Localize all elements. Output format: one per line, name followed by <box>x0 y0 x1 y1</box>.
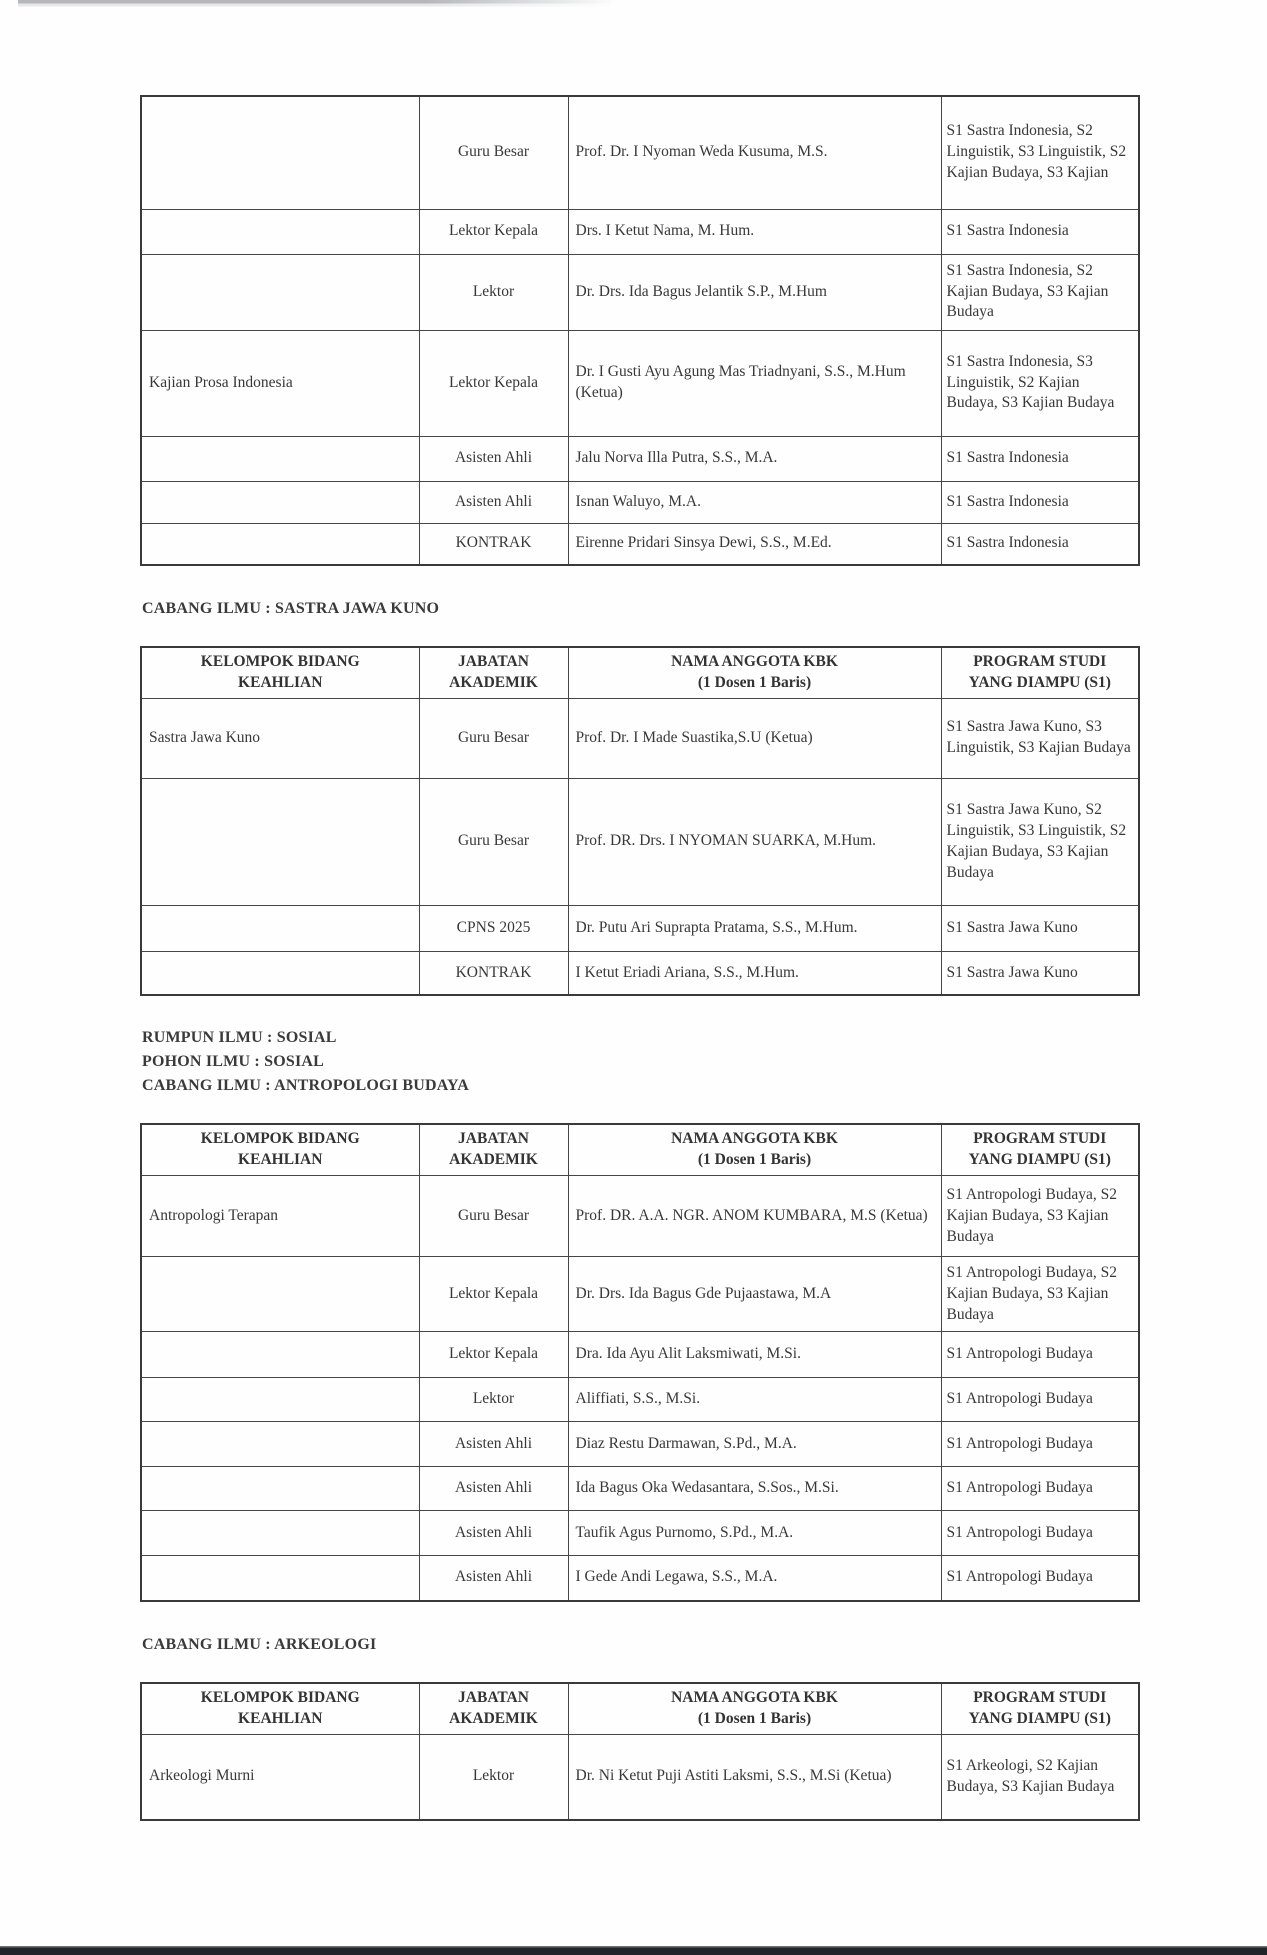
nama-cell: Prof. Dr. I Made Suastika,S.U (Ketua) <box>568 698 941 778</box>
jabatan-cell: Guru Besar <box>419 698 568 778</box>
table-row <box>141 905 1139 951</box>
jabatan-cell: Asisten Ahli <box>419 1511 568 1556</box>
keahlian-cell <box>141 905 419 951</box>
prodi-cell: S1 Sastra Jawa Kuno <box>941 951 1139 995</box>
table-sastra-indonesia <box>140 95 1140 566</box>
header-line: YANG DIAMPU (S1) <box>968 1151 1111 1169</box>
header-line: KELOMPOK BIDANG <box>200 653 360 670</box>
table-row <box>141 951 1139 995</box>
jabatan-cell: Asisten Ahli <box>419 1467 568 1511</box>
header-line: NAMA ANGGOTA KBK <box>671 1130 838 1148</box>
table-row <box>141 1556 1139 1601</box>
header-line: KEAHLIAN <box>238 673 323 691</box>
column-header-nama-anggota-kbk <box>568 1683 941 1734</box>
table-row <box>141 523 1139 565</box>
prodi-cell: S1 Sastra Indonesia <box>941 481 1139 523</box>
prodi-cell: S1 Sastra Indonesia <box>941 209 1139 254</box>
header-line: JABATAN <box>458 653 529 670</box>
column-header-kelompok-bidang-keahlian <box>141 1683 419 1734</box>
table-row <box>141 1257 1139 1332</box>
nama-cell: Dr. Drs. Ida Bagus Gde Pujaastawa, M.A <box>568 1257 941 1332</box>
section-heading-arkeologi: CABANG ILMU : ARKEOLOGI <box>142 1635 377 1653</box>
keahlian-cell <box>141 96 419 209</box>
keahlian-cell <box>141 523 419 565</box>
prodi-cell: S1 Sastra Indonesia, S3 Linguistik, S2 Kajian Budaya, S3 Kajian Budaya <box>941 330 1139 436</box>
jabatan-cell: Lektor <box>419 254 568 330</box>
column-header-jabatan-akademik <box>419 1124 568 1175</box>
table-row <box>141 96 1139 209</box>
table-sastra-jawa-kuno <box>140 646 1140 996</box>
nama-cell: Dr. I Gusti Ayu Agung Mas Triadnyani, S.S., M.Hum (Ketua) <box>568 330 941 436</box>
section-heading-antropologi-budaya: CABANG ILMU : ANTROPOLOGI BUDAYA <box>142 1077 470 1095</box>
keahlian-cell: Antropologi Terapan <box>141 1176 419 1257</box>
header-line: YANG DIAMPU (S1) <box>968 673 1111 691</box>
nama-cell: Taufik Agus Purnomo, S.Pd., M.A. <box>568 1511 941 1556</box>
prodi-cell: S1 Antropologi Budaya, S2 Kajian Budaya, S3 Kajian Budaya <box>941 1176 1139 1257</box>
header-line: KELOMPOK BIDANG <box>200 1688 360 1706</box>
jabatan-cell: Asisten Ahli <box>419 481 568 523</box>
jabatan-cell: Guru Besar <box>419 96 568 209</box>
jabatan-cell: Lektor <box>419 1734 568 1820</box>
header-line: AKADEMIK <box>449 673 538 691</box>
header-line: AKADEMIK <box>449 1151 538 1169</box>
table-row <box>141 436 1139 481</box>
nama-cell: Prof. DR. A.A. NGR. ANOM KUMBARA, M.S (Ketua) <box>568 1176 941 1257</box>
table-row <box>141 1176 1139 1257</box>
header-line: (1 Dosen 1 Baris) <box>697 673 812 691</box>
nama-cell: Ida Bagus Oka Wedasantara, S.Sos., M.Si. <box>568 1467 941 1511</box>
column-header-kelompok-bidang-keahlian <box>141 1124 419 1175</box>
jabatan-cell: CPNS 2025 <box>419 905 568 951</box>
jabatan-cell: Lektor Kepala <box>419 209 568 254</box>
jabatan-cell: Asisten Ahli <box>419 436 568 481</box>
column-header-kelompok-bidang-keahlian <box>141 647 419 698</box>
header-line: KEAHLIAN <box>238 1151 323 1169</box>
table-row <box>141 1422 1139 1467</box>
prodi-cell: S1 Sastra Indonesia <box>941 436 1139 481</box>
prodi-cell: S1 Antropologi Budaya, S2 Kajian Budaya, S3 Kajian Budaya <box>941 1257 1139 1332</box>
column-header-program-studi <box>941 647 1139 698</box>
nama-cell: Drs. I Ketut Nama, M. Hum. <box>568 209 941 254</box>
header-line: NAMA ANGGOTA KBK <box>671 653 838 670</box>
scan-artifact-bottom <box>0 1946 1267 1955</box>
keahlian-cell <box>141 436 419 481</box>
prodi-cell: S1 Sastra Jawa Kuno, S3 Linguistik, S3 Kajian Budaya <box>941 698 1139 778</box>
prodi-cell: S1 Sastra Jawa Kuno <box>941 905 1139 951</box>
column-header-program-studi <box>941 1683 1139 1734</box>
table-row <box>141 1332 1139 1378</box>
table-row <box>141 1467 1139 1511</box>
column-header-program-studi <box>941 1124 1139 1175</box>
nama-cell: Eirenne Pridari Sinsya Dewi, S.S., M.Ed. <box>568 523 941 565</box>
keahlian-cell <box>141 1257 419 1332</box>
table-row <box>141 1734 1139 1820</box>
header-line: PROGRAM STUDI <box>973 1688 1107 1706</box>
keahlian-cell <box>141 1467 419 1511</box>
jabatan-cell: Lektor Kepala <box>419 1332 568 1378</box>
section-heading-rumpun-ilmu: RUMPUN ILMU : SOSIAL <box>142 1029 337 1047</box>
table-header-row <box>141 1124 1139 1175</box>
header-line: AKADEMIK <box>449 1709 538 1727</box>
keahlian-cell <box>141 1556 419 1601</box>
jabatan-cell: Asisten Ahli <box>419 1422 568 1467</box>
prodi-cell: S1 Antropologi Budaya <box>941 1467 1139 1511</box>
jabatan-cell: Lektor Kepala <box>419 1257 568 1332</box>
section-heading-sastra-jawa-kuno: CABANG ILMU : SASTRA JAWA KUNO <box>142 600 440 617</box>
table-row <box>141 1378 1139 1422</box>
nama-cell: Diaz Restu Darmawan, S.Pd., M.A. <box>568 1422 941 1467</box>
keahlian-cell: Arkeologi Murni <box>141 1734 419 1820</box>
jabatan-cell: Lektor Kepala <box>419 330 568 436</box>
nama-cell: Prof. DR. Drs. I NYOMAN SUARKA, M.Hum. <box>568 778 941 905</box>
prodi-cell: S1 Sastra Jawa Kuno, S2 Linguistik, S3 Linguistik, S2 Kajian Budaya, S3 Kajian Budaya <box>941 778 1139 905</box>
prodi-cell: S1 Antropologi Budaya <box>941 1332 1139 1378</box>
prodi-cell: S1 Antropologi Budaya <box>941 1378 1139 1422</box>
table-antropologi-budaya <box>140 1123 1140 1601</box>
table-row <box>141 481 1139 523</box>
section-heading-pohon-ilmu: POHON ILMU : SOSIAL <box>142 1053 325 1071</box>
prodi-cell: S1 Antropologi Budaya <box>941 1511 1139 1556</box>
scan-artifact-top <box>18 0 618 9</box>
table-row <box>141 209 1139 254</box>
column-header-jabatan-akademik <box>419 647 568 698</box>
keahlian-cell <box>141 481 419 523</box>
nama-cell: Prof. Dr. I Nyoman Weda Kusuma, M.S. <box>568 96 941 209</box>
nama-cell: Dr. Putu Ari Suprapta Pratama, S.S., M.Hum. <box>568 905 941 951</box>
nama-cell: I Ketut Eriadi Ariana, S.S., M.Hum. <box>568 951 941 995</box>
nama-cell: Dra. Ida Ayu Alit Laksmiwati, M.Si. <box>568 1332 941 1378</box>
keahlian-cell: Sastra Jawa Kuno <box>141 698 419 778</box>
nama-cell: Dr. Ni Ketut Puji Astiti Laksmi, S.S., M.Si (Ketua) <box>568 1734 941 1820</box>
column-header-nama-anggota-kbk <box>568 647 941 698</box>
jabatan-cell: Guru Besar <box>419 1176 568 1257</box>
header-line: YANG DIAMPU (S1) <box>968 1709 1111 1727</box>
jabatan-cell: Guru Besar <box>419 778 568 905</box>
header-line: JABATAN <box>458 1130 529 1148</box>
nama-cell: Aliffiati, S.S., M.Si. <box>568 1378 941 1422</box>
prodi-cell: S1 Antropologi Budaya <box>941 1422 1139 1467</box>
nama-cell: Dr. Drs. Ida Bagus Jelantik S.P., M.Hum <box>568 254 941 330</box>
table-row <box>141 778 1139 905</box>
nama-cell: Isnan Waluyo, M.A. <box>568 481 941 523</box>
table-row <box>141 254 1139 330</box>
keahlian-cell <box>141 209 419 254</box>
table-row <box>141 1511 1139 1556</box>
table-arkeologi <box>140 1682 1140 1821</box>
prodi-cell: S1 Antropologi Budaya <box>941 1556 1139 1601</box>
column-header-nama-anggota-kbk <box>568 1124 941 1175</box>
keahlian-cell <box>141 1422 419 1467</box>
prodi-cell: S1 Arkeologi, S2 Kajian Budaya, S3 Kajian Budaya <box>941 1734 1139 1820</box>
jabatan-cell: KONTRAK <box>419 523 568 565</box>
keahlian-cell <box>141 1511 419 1556</box>
prodi-cell: S1 Sastra Indonesia, S2 Kajian Budaya, S3 Kajian Budaya <box>941 254 1139 330</box>
column-header-jabatan-akademik <box>419 1683 568 1734</box>
jabatan-cell: Asisten Ahli <box>419 1556 568 1601</box>
table-row <box>141 330 1139 436</box>
keahlian-cell <box>141 1332 419 1378</box>
header-line: JABATAN <box>458 1688 529 1706</box>
table-header-row <box>141 1683 1139 1734</box>
header-line: PROGRAM STUDI <box>973 653 1107 670</box>
keahlian-cell <box>141 951 419 995</box>
keahlian-cell <box>141 254 419 330</box>
header-line: NAMA ANGGOTA KBK <box>671 1688 838 1706</box>
keahlian-cell <box>141 1378 419 1422</box>
nama-cell: Jalu Norva Illa Putra, S.S., M.A. <box>568 436 941 481</box>
header-line: (1 Dosen 1 Baris) <box>697 1151 812 1169</box>
jabatan-cell: Lektor <box>419 1378 568 1422</box>
table-header-row <box>141 647 1139 698</box>
header-line: PROGRAM STUDI <box>973 1130 1107 1148</box>
nama-cell: I Gede Andi Legawa, S.S., M.A. <box>568 1556 941 1601</box>
prodi-cell: S1 Sastra Indonesia, S2 Linguistik, S3 Linguistik, S2 Kajian Budaya, S3 Kajian <box>941 96 1139 209</box>
keahlian-cell <box>141 778 419 905</box>
prodi-cell: S1 Sastra Indonesia <box>941 523 1139 565</box>
keahlian-cell: Kajian Prosa Indonesia <box>141 330 419 436</box>
header-line: KELOMPOK BIDANG <box>200 1130 360 1148</box>
table-row <box>141 698 1139 778</box>
jabatan-cell: KONTRAK <box>419 951 568 995</box>
header-line: KEAHLIAN <box>238 1709 323 1727</box>
header-line: (1 Dosen 1 Baris) <box>697 1709 812 1727</box>
